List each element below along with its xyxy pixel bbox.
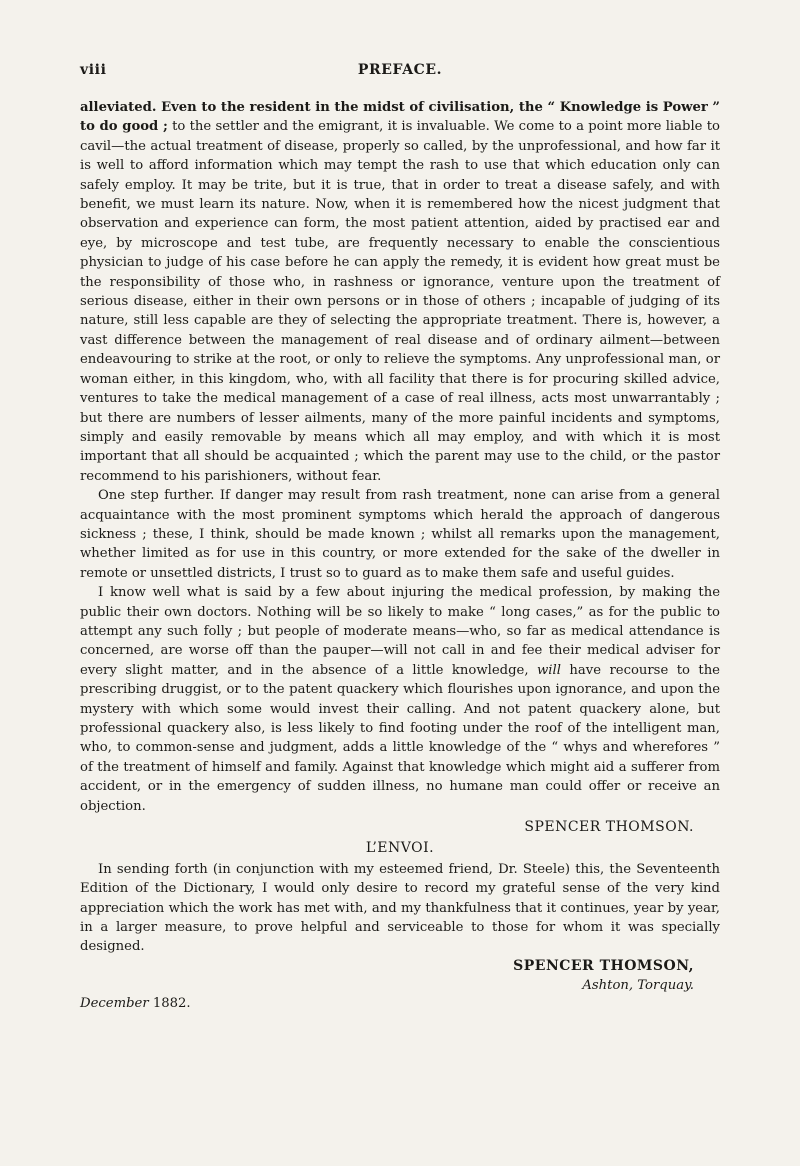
paragraph-1 [80,98,720,486]
envoi-paragraph: In sending forth (in conjunction with my esteemed friend, Dr. Steele) this, the Seventeenth Edition of the Dictionary, I would only desire to record my grateful sense of the very kind appreciation which the work has met with, and my thankfulness that it continues, year by year, in a larger measure, to prove helpful and serviceable to those for whom it was specially designed. [80,861,720,955]
paragraph-3 [80,583,720,816]
date-year: 1882. [148,995,191,1011]
running-head [80,62,720,84]
paragraph-1-text: to the settler and the emigrant, it is invaluable. We come to a point more liable to cavil—the actual treatment of disease, properly so called, by the unprofessional, and how far it is well to afford information which may tempt the rash to use that which education only can safely employ. It may be trite, but it is true, that in order to treat a disease safely, and with benefit, we must learn its nature. Now, when it is remembered how the nicest judgment that observation and experience can form, the most patient attention, aided by practised ear and eye, by microscope and test tube, are frequently necessary to enable the conscientious physician to judge of his case before he can apply the remedy, it is evident how great must be the responsibility of those who, in rashness or ignorance, venture upon the treatment of serious disease, either in their own persons or in those of others ; incapable of judging of its nature, still less capable are they of selecting the appropriate treatment. There is, however, a vast difference between the management of real disease and of ordinary ailment—between endeavouring to strike at the root, or only to relieve the symptoms. Any unprofessional man, or woman either, in this kingdom, who, with all facility that there is for procuring skilled advice, ventures to take the medical management of a case of real illness, acts most unwarrantably ; but there are numbers of lesser ailments, many of the more painful incidents and symptoms, simply and easily removable by means which all may employ, and with which it is most important that all should be acquainted ; which the parent may use to the child, or the pastor recommend to his parishioners, without fear. [80,119,720,484]
paragraph-2: One step further. If danger may result from rash treatment, none can arise from a general acquaintance with the most prominent symptoms which herald the approach of dangerous sickness ; these, I think, should be made known ; whilst all remarks upon the management, whether limited as for use in this country, or more extended for the sake of the dweller in remote or unsettled districts, I trust so to guard as to make them safe and useful guides. [80,488,720,581]
page-body [80,98,720,1013]
paragraph-1-lead: alleviated. Even to the resident in the midst of civilisation, the “ Knowledge is Power ” to do good ; [80,100,720,135]
running-title: PREFACE. [357,62,443,78]
envoi-date [80,994,720,1013]
envoi-address: Ashton, Torquay. [582,978,694,994]
envoi-heading: L’ENVOI. [365,840,435,857]
paragraph-3-emphasis: will [537,662,561,678]
date-month: December [80,995,149,1011]
preface-signature: SPENCER THOMSON. [524,819,694,836]
paragraph-3-text-b: have recourse to the prescribing druggist, or to the patent quackery which flourishes upon ignorance, and upon the mystery with which some would invest their calling. And not patent quackery alone, but professional quackery also, is less likely to find footing under the roof of the intelligent man, who, to common-sense and judgment, adds a little knowledge of the “ whys and wherefores ” of the treatment of himself and family. Against that knowledge which might aid a sufferer from accident, or in the emergency of sudden illness, no humane man could offer or receive an objection. [80,662,720,814]
paragraph-3-text-a: I know well what is said by a few about injuring the medical profession, by making the public their own doctors. Nothing will be so likely to make “ long cases,” as for the public to attempt any such folly ; but people of moderate means—who, so far as medical attendance is concerned, are worse off than the pauper—will not call in and fee their medical adviser for every slight matter, and in the absence of a little knowledge, [80,585,720,678]
envoi-signature: SPENCER THOMSON, [513,957,694,974]
page-number: viii [80,62,107,78]
